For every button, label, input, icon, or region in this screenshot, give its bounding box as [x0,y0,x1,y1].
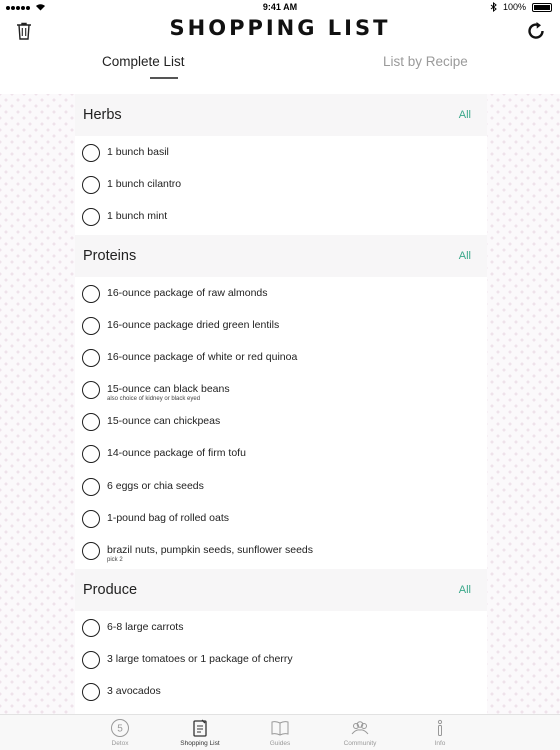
item-text: 6 eggs or chia seeds [107,480,204,492]
status-bar [0,0,560,14]
bottom-tab-bar [0,714,560,750]
item-checkbox[interactable] [82,317,100,335]
list-tabs [0,50,560,84]
section-title: Proteins [83,248,137,264]
tabbar-community[interactable] [320,715,400,750]
list-item[interactable] [75,168,487,200]
item-checkbox[interactable] [82,285,100,303]
battery-percent: 100% [502,2,526,12]
list-item[interactable] [75,277,487,309]
item-checkbox[interactable] [82,208,100,226]
people-icon [350,718,370,738]
item-text: 3 large tomatoes or 1 package of cherry [107,653,293,665]
shopping-list [75,94,487,714]
tabbar-label: Info [434,740,446,747]
item-note: also choice of kidney or black eyed [107,396,201,402]
item-checkbox[interactable] [82,381,100,399]
list-item[interactable] [75,136,487,168]
detox-badge-icon [110,718,130,738]
section-header-produce [75,569,487,611]
list-item[interactable] [75,373,487,405]
item-checkbox[interactable] [82,651,100,669]
item-text: 15-ounce can chickpeas [107,415,221,427]
tabbar-shopping-list[interactable] [160,715,240,750]
tabbar-label: Guides [269,740,291,747]
list-item[interactable] [75,611,487,643]
item-checkbox[interactable] [82,176,100,194]
tabbar-guides[interactable] [240,715,320,750]
list-item[interactable] [75,502,487,534]
list-item[interactable] [75,309,487,341]
item-text: 16-ounce package of raw almonds [107,287,268,299]
section-header-proteins [75,235,487,277]
list-item[interactable] [75,643,487,675]
select-all-button[interactable]: All [458,584,471,596]
item-text: brazil nuts, pumpkin seeds, sunflower seeds [107,544,314,556]
item-checkbox[interactable] [82,542,100,560]
tabbar-label: Detox [111,740,129,747]
item-checkbox[interactable] [82,445,100,463]
item-text: 16-ounce package dried green lentils [107,319,280,331]
list-item[interactable] [75,534,487,566]
book-icon [270,718,290,738]
active-tab-indicator [150,77,178,79]
list-item[interactable] [75,341,487,373]
tab-list-by-recipe[interactable]: List by Recipe [383,54,468,69]
list-item[interactable] [75,405,487,437]
page-title: SHOPPING LIST [169,16,391,40]
list-item[interactable] [75,675,487,707]
status-time: 9:41 AM [262,2,298,12]
info-icon [430,718,450,738]
item-checkbox[interactable] [82,349,100,367]
bluetooth-icon [490,2,497,12]
tabbar-info[interactable] [400,715,480,750]
list-item[interactable] [75,470,487,502]
refresh-icon[interactable] [526,21,546,41]
tabbar-label: Community [343,740,377,747]
item-checkbox[interactable] [82,683,100,701]
list-icon [190,718,210,738]
item-text: 15-ounce can black beans [107,383,230,395]
item-text: 6-8 large carrots [107,621,184,633]
select-all-button[interactable]: All [458,250,471,262]
section-title: Herbs [83,107,122,123]
item-text: 1 bunch cilantro [107,178,182,190]
item-checkbox[interactable] [82,510,100,528]
item-checkbox[interactable] [82,413,100,431]
tabbar-label: Shopping List [180,740,220,747]
list-item[interactable] [75,200,487,232]
item-text: 1 bunch basil [107,146,169,158]
item-text: 1-pound bag of rolled oats [107,512,230,524]
item-checkbox[interactable] [82,144,100,162]
tabbar-detox[interactable] [80,715,160,750]
item-note: pick 2 [107,557,123,563]
battery-icon [532,3,552,12]
header [0,14,560,50]
tab-complete-list[interactable]: Complete List [102,54,185,69]
select-all-button[interactable]: All [458,109,471,121]
section-header-herbs [75,94,487,136]
item-text: 1 bunch mint [107,210,168,222]
detox-badge-number: 5 [117,723,123,735]
list-item[interactable] [75,437,487,469]
item-checkbox[interactable] [82,478,100,496]
section-title: Produce [83,582,138,598]
item-text: 16-ounce package of white or red quinoa [107,351,298,363]
item-text: 3 avocados [107,685,161,697]
item-text: 14-ounce package of firm tofu [107,447,246,459]
status-right [490,2,552,12]
item-checkbox[interactable] [82,619,100,637]
